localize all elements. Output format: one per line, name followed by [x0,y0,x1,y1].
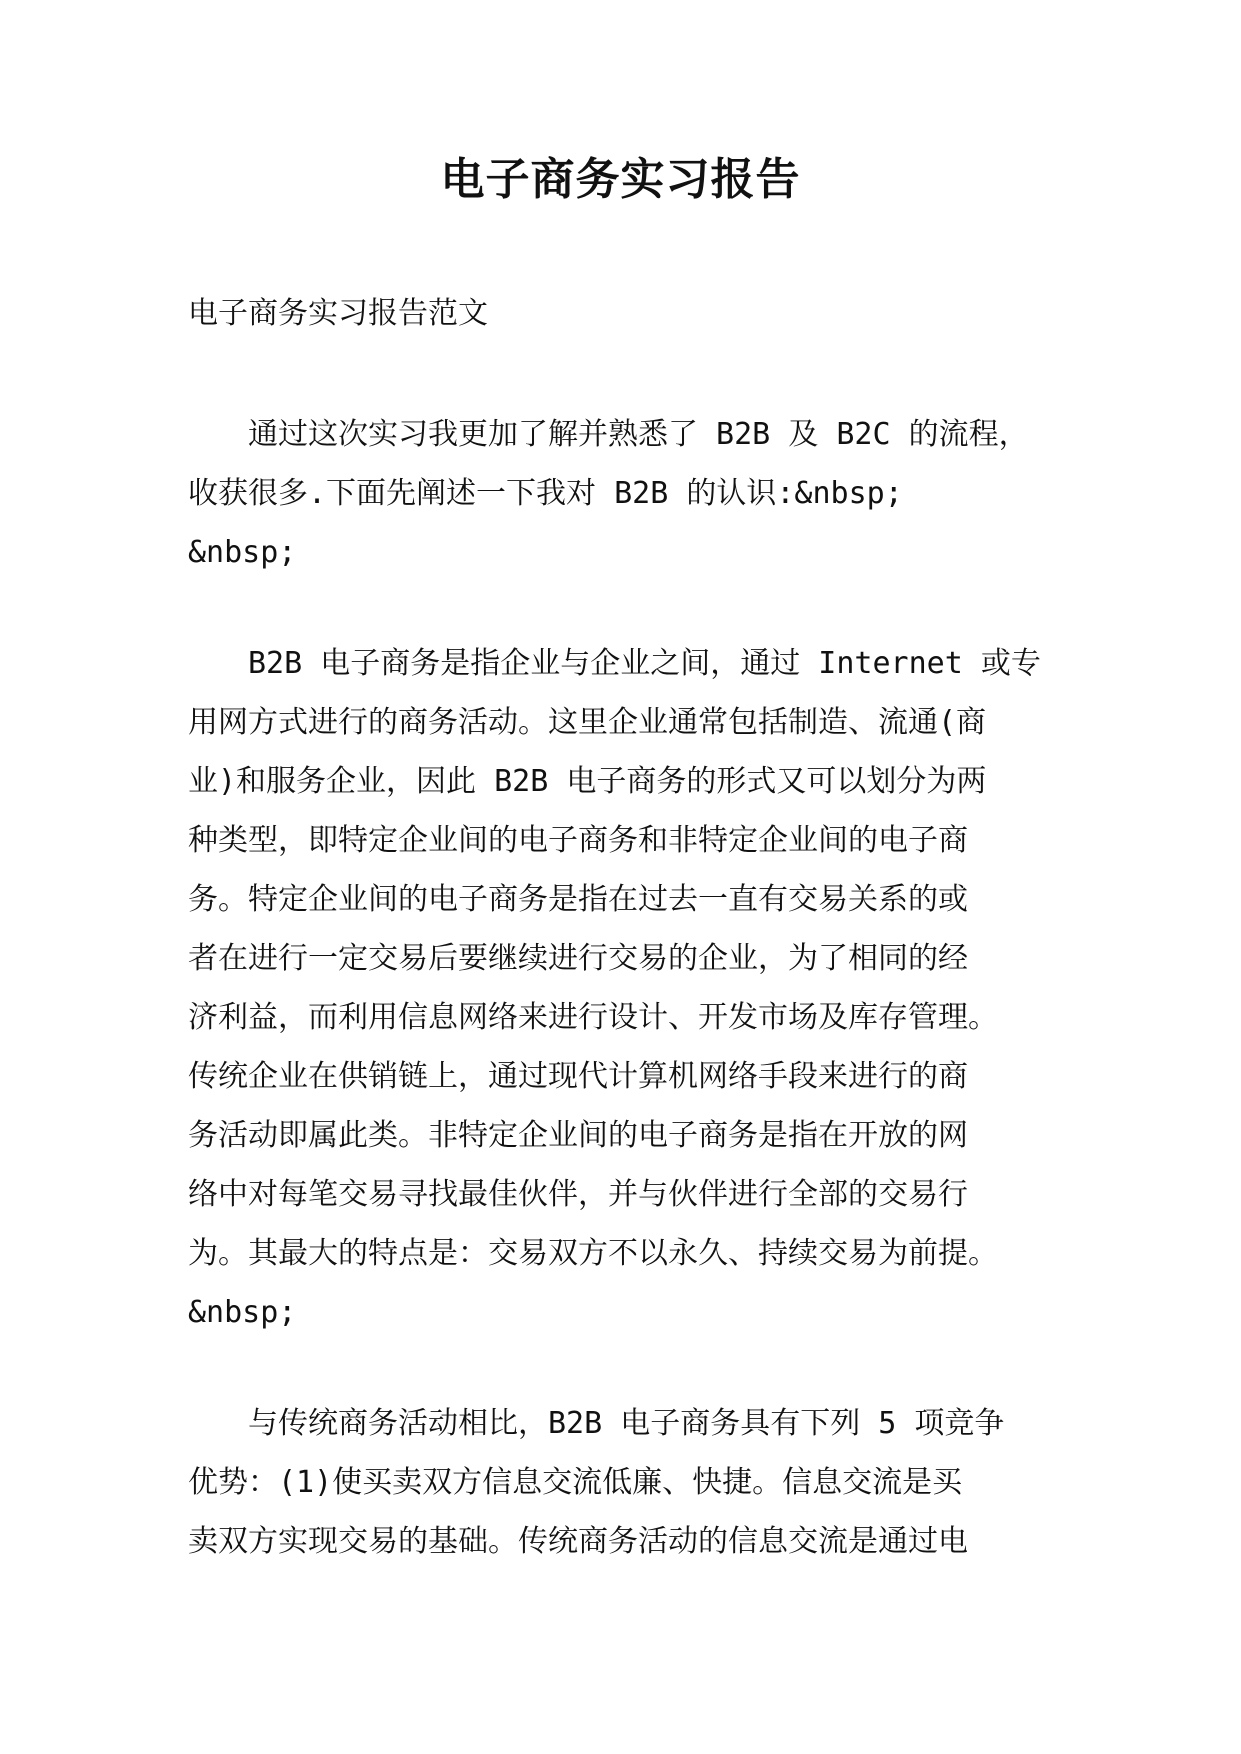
paragraph-line: 务活动即属此类。非特定企业间的电子商务是指在开放的网 [188,1118,968,1153]
paragraph-line: 用网方式进行的商务活动。这里企业通常包括制造、流通(商 [188,705,987,740]
paragraph-line: 优势：(1)使买卖双方信息交流低廉、快捷。信息交流是买 [188,1465,963,1500]
paragraph-line: 务。特定企业间的电子商务是指在过去一直有交易关系的或 [188,882,968,917]
paragraph-3 [188,1394,1054,1571]
paragraph-line: 卖双方实现交易的基础。传统商务活动的信息交流是通过电 [188,1524,968,1559]
paragraph-line: 济利益，而利用信息网络来进行设计、开发市场及库存管理。 [188,1000,998,1035]
paragraph-line: &nbsp; [188,535,297,570]
document-subtitle: 电子商务实习报告范文 [188,296,488,331]
paragraph-line: 收获很多.下面先阐述一下我对 B2B 的认识:&nbsp; [188,476,903,511]
paragraph-2 [188,634,1054,1342]
paragraph-line: B2B 电子商务是指企业与企业之间，通过 Internet 或专 [248,646,1041,681]
document-title: 电子商务实习报告 [440,154,801,205]
paragraph-line: 者在进行一定交易后要继续进行交易的企业，为了相同的经 [188,941,968,976]
paragraph-line: 络中对每笔交易寻找最佳伙伴，并与伙伴进行全部的交易行 [188,1177,968,1212]
paragraph-line: &nbsp; [188,1295,297,1330]
paragraph-line: 传统企业在供销链上，通过现代计算机网络手段来进行的商 [188,1059,968,1094]
paragraph-line: 为。其最大的特点是：交易双方不以永久、持续交易为前提。 [188,1236,998,1271]
paragraph-line: 种类型，即特定企业间的电子商务和非特定企业间的电子商 [188,823,968,858]
paragraph-line: 业)和服务企业，因此 B2B 电子商务的形式又可以划分为两 [188,764,987,799]
paragraph-1 [188,405,1054,582]
paragraph-line: 与传统商务活动相比，B2B 电子商务具有下列 5 项竞争 [248,1406,1005,1441]
paragraph-line: 通过这次实习我更加了解并熟悉了 B2B 及 B2C 的流程， [248,417,1029,452]
